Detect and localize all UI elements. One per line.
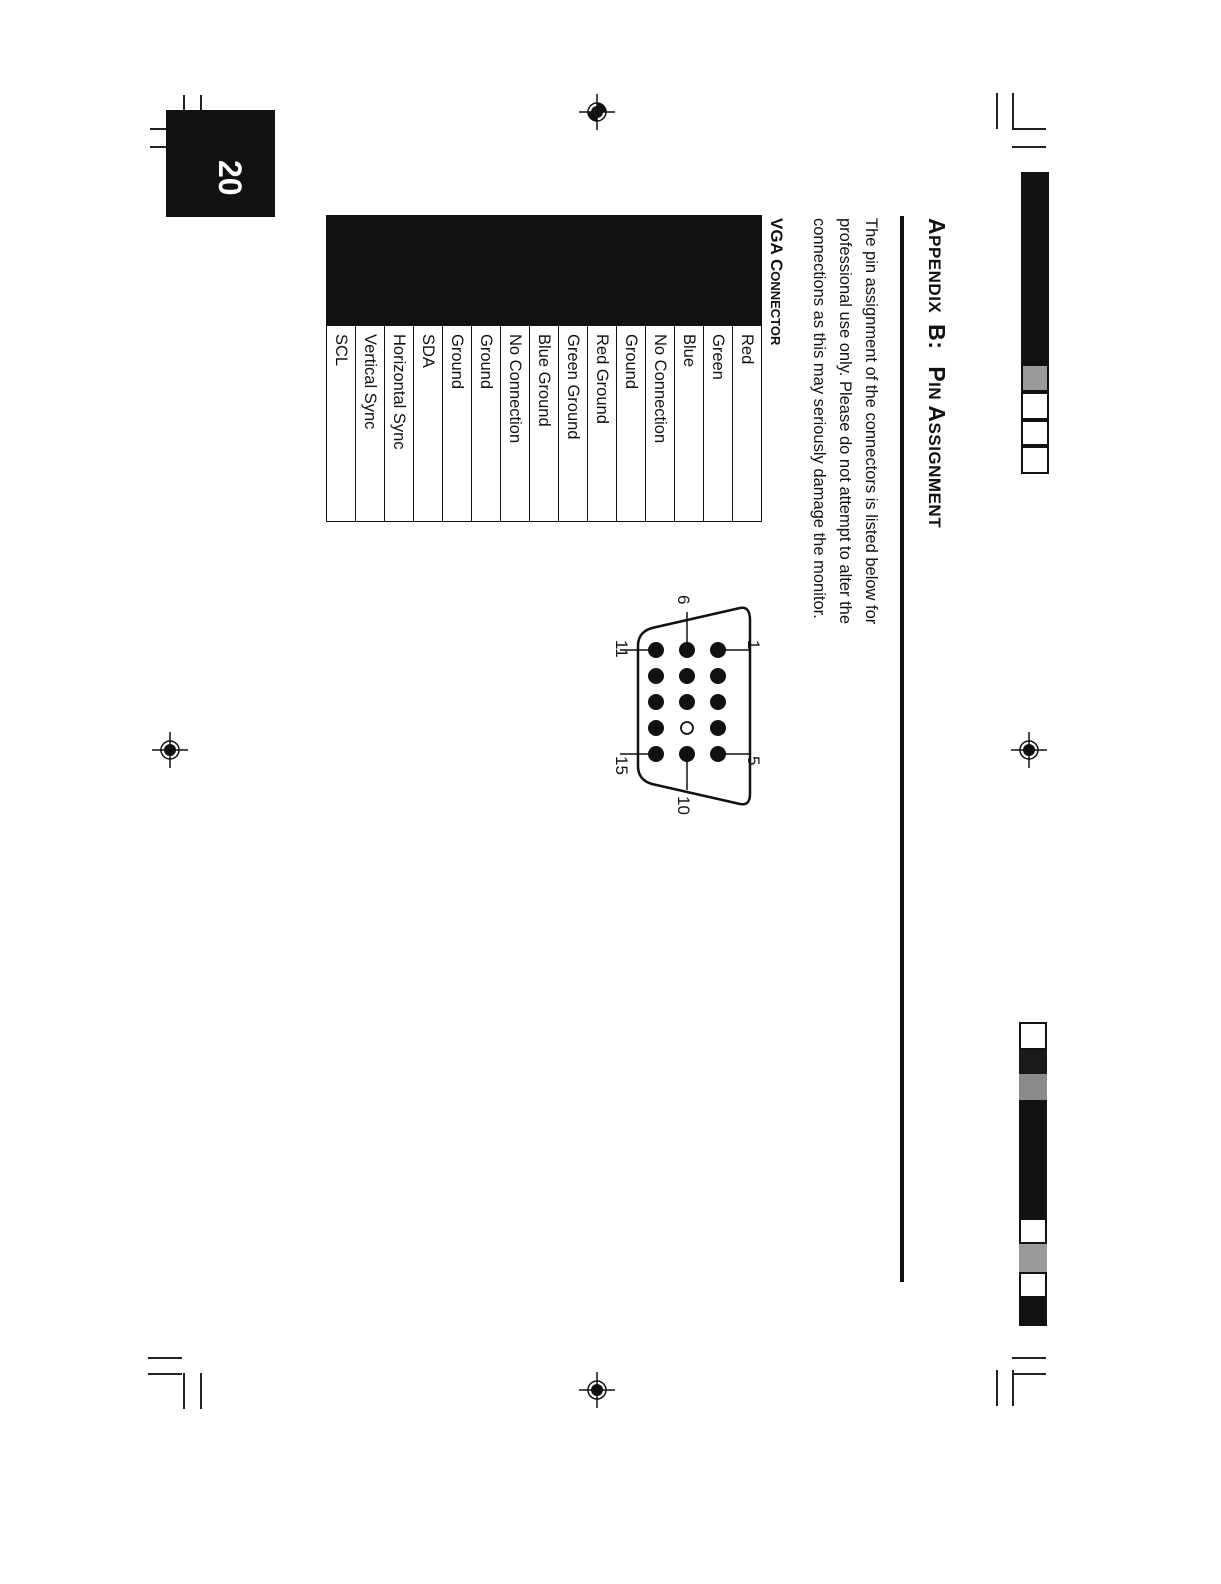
registration-mark-left-icon (152, 732, 188, 768)
vga-connector-diagram (600, 590, 790, 820)
pin-7 (679, 668, 695, 684)
table-row (559, 216, 588, 522)
label-pin15: 15 (612, 756, 631, 775)
pin-number-cell (472, 216, 501, 326)
pin-number-cell (356, 216, 385, 326)
heading-rule (900, 216, 904, 1282)
intro-line-2: professional use only. Please do not attempt to alter the (836, 218, 854, 625)
intro-line-1: The pin assignment of the connectors is listed below for (862, 218, 880, 625)
signal-cell: Red Ground (588, 326, 617, 522)
table-row (704, 216, 733, 522)
label-pin10: 10 (674, 796, 693, 815)
intro-paragraph (806, 218, 884, 624)
pin-number-cell (443, 216, 472, 326)
pin-8 (679, 694, 695, 710)
signal-cell: Horizontal Sync (385, 326, 414, 522)
pin-number-cell (501, 216, 530, 326)
label-pin5: 5 (744, 756, 763, 766)
table-row (356, 216, 385, 522)
pin-number-cell (617, 216, 646, 326)
pin-number-cell (559, 216, 588, 326)
pin-table (326, 215, 762, 522)
registration-mark-right-icon (1011, 732, 1047, 768)
pin-number-cell (530, 216, 559, 326)
table-row (472, 216, 501, 522)
registration-mark-bottom-icon (579, 1372, 615, 1408)
table-row (414, 216, 443, 522)
pin-9 (681, 722, 693, 734)
page-title: APPENDIX B: PIN ASSIGNMENT (924, 218, 950, 529)
signal-cell: No Connection (501, 326, 530, 522)
page-number: 20 (212, 160, 248, 196)
signal-cell: Green (704, 326, 733, 522)
pin-number-cell (327, 216, 356, 326)
pin-number-cell (704, 216, 733, 326)
table-row (327, 216, 356, 522)
table-row (733, 216, 762, 522)
table-row (385, 216, 414, 522)
signal-cell: Vertical Sync (356, 326, 385, 522)
table-row (646, 216, 675, 522)
pin-14 (648, 720, 664, 736)
signal-cell: Ground (472, 326, 501, 522)
registration-mark-top-icon (579, 94, 615, 130)
signal-cell: SDA (414, 326, 443, 522)
pin-4 (710, 720, 726, 736)
label-pin1: 1 (744, 640, 763, 650)
signal-cell: Blue Ground (530, 326, 559, 522)
table-row (501, 216, 530, 522)
signal-cell: SCL (327, 326, 356, 522)
pin-13 (648, 694, 664, 710)
pin-number-cell (414, 216, 443, 326)
signal-cell: Red (733, 326, 762, 522)
pin-number-cell (646, 216, 675, 326)
signal-cell: Blue (675, 326, 704, 522)
section-heading: VGA CONNECTOR (767, 218, 786, 346)
table-row (530, 216, 559, 522)
signal-cell: Ground (443, 326, 472, 522)
pin-12 (648, 668, 664, 684)
intro-line-3: connections as this may seriously damage the monitor. (810, 218, 828, 619)
table-row (443, 216, 472, 522)
pin-number-cell (385, 216, 414, 326)
pin-number-cell (588, 216, 617, 326)
pin-number-cell (675, 216, 704, 326)
table-row (588, 216, 617, 522)
pin-number-cell (733, 216, 762, 326)
table-row (617, 216, 646, 522)
table-row (675, 216, 704, 522)
pin-3 (710, 694, 726, 710)
pin-2 (710, 668, 726, 684)
signal-cell: Ground (617, 326, 646, 522)
signal-cell: Green Ground (559, 326, 588, 522)
signal-cell: No Connection (646, 326, 675, 522)
label-pin6: 6 (674, 595, 693, 605)
label-pin11: 11 (612, 640, 631, 658)
